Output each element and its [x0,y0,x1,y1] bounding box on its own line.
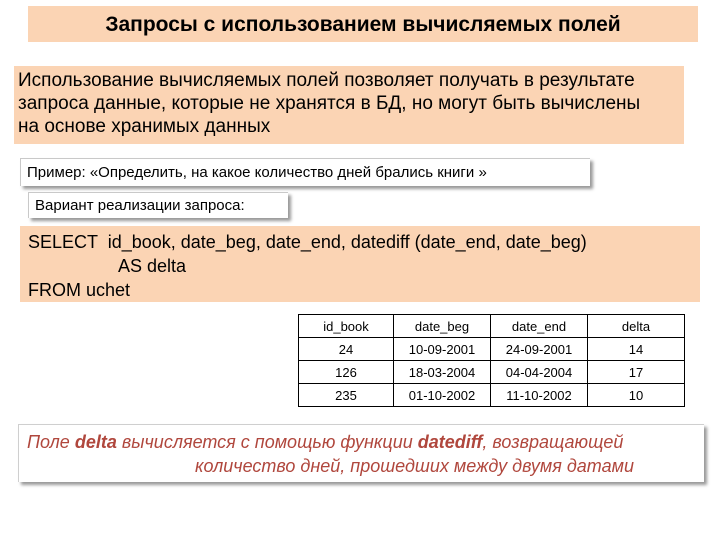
table-cell: 04-04-2004 [491,361,588,384]
note-text [18,424,704,482]
note-middle: вычисляется с помощью функции [116,432,418,452]
sql-line-2: AS delta [118,256,187,276]
result-table [298,314,685,407]
table-header: id_book [299,315,394,338]
note-field: delta [74,432,117,452]
variant-text: Вариант реализации запроса: [28,192,288,218]
intro-line-3: на основе хранимых данных [18,116,271,137]
table-header: date_beg [394,315,491,338]
table-row [299,384,685,407]
table-header: date_end [491,315,588,338]
table-header-row [299,315,685,338]
table-cell: 235 [299,384,394,407]
table-row [299,338,685,361]
table-cell: 10 [588,384,685,407]
table-cell: 01-10-2002 [394,384,491,407]
sql-line-1: SELECT id_book, date_beg, date_end, datediff (date_end, date_beg) [28,232,587,252]
table-cell: 126 [299,361,394,384]
slide-title: Запросы с использованием вычисляемых полей [28,6,698,42]
note-prefix: Поле [27,432,75,452]
intro-text [14,66,684,144]
note-line-2: количество дней, прошедших между двумя датами [195,456,634,476]
table-row [299,361,685,384]
table-cell: 24 [299,338,394,361]
example-text: Пример: «Определить, на какое количество дней брались книги » [20,158,590,186]
table-header: delta [588,315,685,338]
table-cell: 24-09-2001 [491,338,588,361]
note-line-1 [27,430,704,454]
sql-code [20,226,700,302]
note-suffix: , возвращающей [482,432,624,452]
table-cell: 17 [588,361,685,384]
table-cell: 18-03-2004 [394,361,491,384]
table-cell: 10-09-2001 [394,338,491,361]
intro-line-1: Использование вычисляемых полей позволяет получать в результате [18,70,635,91]
intro-line-2: запроса данные, которые не хранятся в БД, но могут быть вычислены [18,93,641,114]
note-function: datediff [417,432,483,452]
table-cell: 11-10-2002 [491,384,588,407]
sql-line-3: FROM uchet [28,280,131,300]
table-cell: 14 [588,338,685,361]
